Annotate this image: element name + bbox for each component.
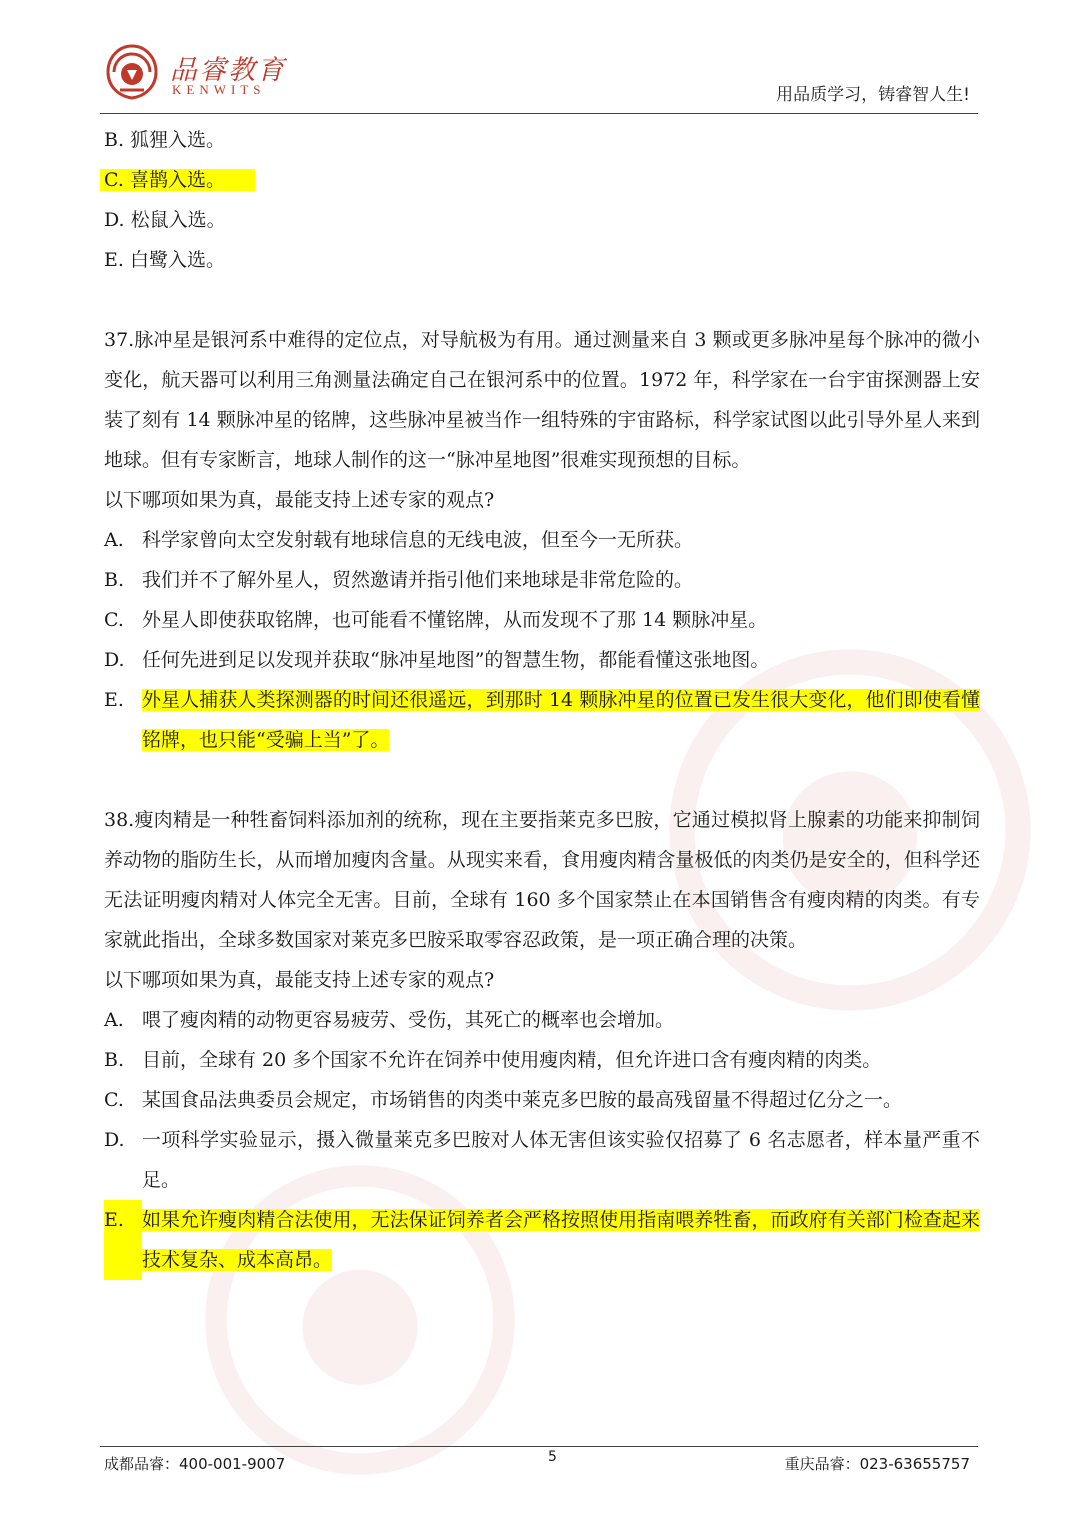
question-37 [104,320,980,760]
logo-chinese-text: 品睿教育 [170,55,286,86]
footer-divider [100,1446,978,1447]
question-38-prompt: 以下哪项如果为真，最能支持上述专家的观点? [104,969,495,991]
q37-option-b: B. 我们并不了解外星人，贸然邀请并指引他们来地球是非常危险的。 [104,569,694,591]
question-38 [104,800,980,1280]
highlighted-answer: C. 喜鹊入选。 [100,169,255,191]
footer-chongqing-contact: 重庆品睿：023-63655757 [784,1455,970,1473]
q37-option-a: A. 科学家曾向太空发射载有地球信息的无线电波，但至今一无所获。 [104,529,694,551]
logo-english-text: KENWITS [172,82,266,97]
question-37-stem: 37.脉冲星是银河系中难得的定位点，对导航极为有用。通过测量来自 3 颗或更多脉冲星每个脉冲的微小变化，航天器可以利用三角测量法确定自己在银河系中的位置。1972 年，科学家在一台宇宙探测器上安装了刻有 14 颗脉冲星的铭牌，这些脉冲星被当作一组特殊的宇宙路标，科学家试图以此引导外星人来到地球。但有专家断言，地球人制作的这一“脉冲星地图”很难实现预想的目标。 [104,329,980,471]
document-body [104,120,980,1280]
highlighted-answer: 外星人捕获人类探测器的时间还很遥远，到那时 14 颗脉冲星的位置已发生很大变化，他们即使看懂铭牌，也只能“受骗上当”了。 [142,689,980,751]
highlighted-answer: 如果允许瘦肉精合法使用，无法保证饲养者会严格按照使用指南喂养牲畜，而政府有关部门检查起来技术复杂、成本高昂。 [142,1209,980,1271]
q38-option-d: D. 一项科学实验显示，摄入微量莱克多巴胺对人体无害但该实验仅招募了 6 名志愿者，样本量严重不足。 [104,1129,980,1191]
page-header [100,36,978,114]
q38-option-b: B. 目前，全球有 20 多个国家不允许在饲养中使用瘦肉精，但允许进口含有瘦肉精的肉类。 [104,1049,882,1071]
header-slogan: 用品质学习，铸睿智人生! [776,85,970,105]
question-38-stem: 38.瘦肉精是一种牲畜饲料添加剂的统称，现在主要指莱克多巴胺，它通过模拟肾上腺素的功能来抑制饲养动物的脂防生长，从而增加瘦肉含量。从现实来看，食用瘦肉精含量极低的肉类仍是安全的，但科学还无法证明瘦肉精对人体完全无害。目前，全球有 160 多个国家禁止在本国销售含有瘦肉精的肉类。有专家就此指出，全球多数国家对莱克多巴胺采取零容忍政策，是一项正确合理的决策。 [104,809,980,951]
prev-option-e: E. 白鹭入选。 [104,249,225,271]
page-number: 5 [548,1449,557,1465]
q38-option-a: A. 喂了瘦肉精的动物更容易疲劳、受伤，其死亡的概率也会增加。 [104,1009,675,1031]
footer-chengdu-contact: 成都品睿：400-001-9007 [104,1455,286,1473]
q38-option-e: E. 如果允许瘦肉精合法使用，无法保证饲养者会严格按照使用指南喂养牲畜，而政府有关部门检查起来技术复杂、成本高昂。 [104,1200,980,1280]
q37-option-d: D. 任何先进到足以发现并获取“脉冲星地图”的智慧生物，都能看懂这张地图。 [104,649,770,671]
kenwits-logo [100,42,290,102]
q38-option-c: C. 某国食品法典委员会规定，市场销售的肉类中莱克多巴胺的最高残留量不得超过亿分之一。 [104,1089,903,1111]
prev-option-c [104,160,980,200]
q37-option-c: C. 外星人即使获取铭牌，也可能看不懂铭牌，从而发现不了那 14 颗脉冲星。 [104,609,768,631]
question-37-prompt: 以下哪项如果为真，最能支持上述专家的观点? [104,489,495,511]
prev-option-b: B. 狐狸入选。 [104,129,226,151]
q37-option-e: E. 外星人捕获人类探测器的时间还很遥远，到那时 14 颗脉冲星的位置已发生很大变化，他们即使看懂铭牌，也只能“受骗上当”了。 [104,689,980,751]
prev-option-d: D. 松鼠入选。 [104,209,226,231]
header-divider [100,113,978,114]
logo-emblem-icon [100,42,164,102]
